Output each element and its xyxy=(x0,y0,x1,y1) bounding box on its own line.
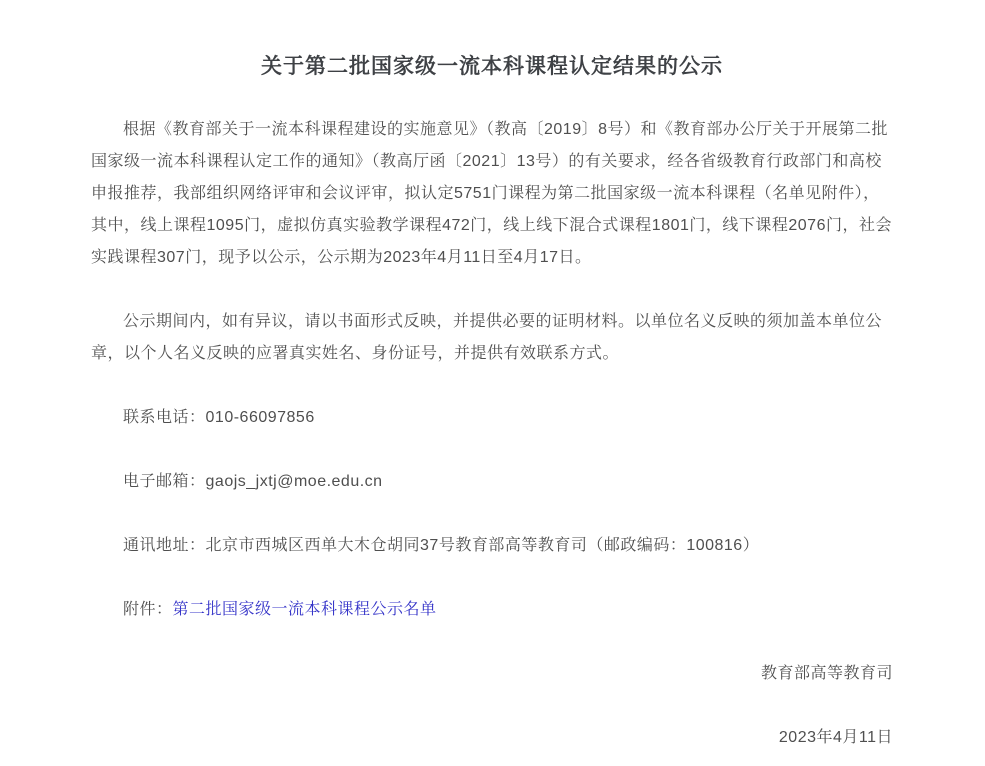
contact-email-label: 电子邮箱： xyxy=(123,473,206,490)
attachment-line xyxy=(91,594,893,626)
contact-email-line xyxy=(91,466,893,498)
date: 2023年4月11日 xyxy=(778,729,893,746)
signature: 教育部高等教育司 xyxy=(760,665,893,682)
contact-email-value: gaojs_jxtj@moe.edu.cn xyxy=(205,473,383,490)
contact-address-label: 通讯地址： xyxy=(123,537,206,554)
page-title: 关于第二批国家级一流本科课程认定结果的公示 xyxy=(261,55,723,78)
attachment-link[interactable]: 第二批国家级一流本科课程公示名单 xyxy=(172,601,437,618)
paragraph-objection: 公示期间内，如有异议，请以书面形式反映，并提供必要的证明材料。以单位名义反映的须加盖本单位公章，以个人名义反映的应署真实姓名、身份证号，并提供有效联系方式。 xyxy=(91,313,883,362)
contact-address-value: 北京市西城区西单大木仓胡同37号教育部高等教育司（邮政编码：100816） xyxy=(205,537,760,554)
contact-phone-label: 联系电话： xyxy=(123,409,206,426)
attachment-label: 附件： xyxy=(123,601,173,618)
paragraph-intro: 根据《教育部关于一流本科课程建设的实施意见》（教高〔2019〕8号）和《教育部办公厅关于开展第二批国家级一流本科课程认定工作的通知》（教高厅函〔2021〕13号）的有关要求，经各省级教育行政部门和高校申报推荐，我部组织网络评审和会议评审，拟认定5751门课程为第二批国家级一流本科课程（名单见附件），其中，线上课程1095门，虚拟仿真实验教学课程472门，线上线下混合式课程1801门，线下课程2076门，社会实践课程307门，现予以公示，公示期为2023年4月11日至4月17日。 xyxy=(91,121,892,266)
contact-phone-value: 010-66097856 xyxy=(205,409,315,426)
contact-phone-line xyxy=(91,402,893,434)
contact-address-line xyxy=(91,530,893,562)
